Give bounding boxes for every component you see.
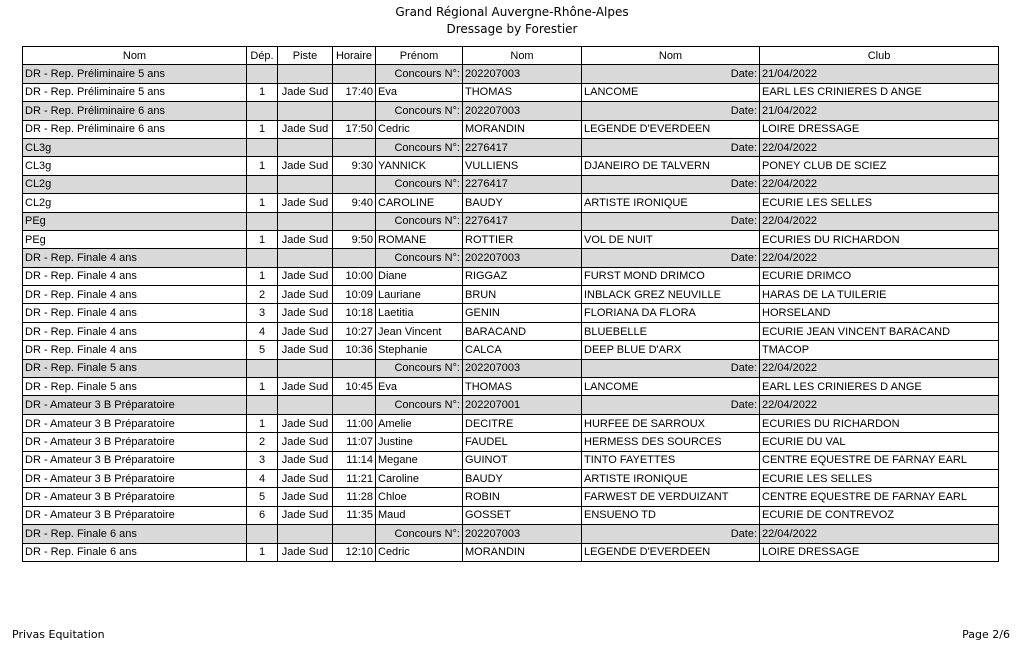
rider-lastname: BRUN — [463, 286, 582, 304]
rider-firstname: Eva — [376, 83, 463, 101]
rider-lastname: MORANDIN — [463, 543, 582, 561]
dep-number: 5 — [247, 488, 278, 506]
date-value: 22/04/2022 — [760, 138, 999, 156]
concours-label: Concours N°: — [376, 359, 463, 377]
club-name: PONEY CLUB DE SCIEZ — [760, 157, 999, 175]
rider-firstname: Lauriane — [376, 286, 463, 304]
piste: Jade Sud — [278, 267, 333, 285]
dep-number: 1 — [247, 543, 278, 561]
dep-number: 6 — [247, 506, 278, 524]
dep-number: 1 — [247, 83, 278, 101]
date-label: Date: — [582, 102, 760, 120]
concours-label: Concours N°: — [376, 65, 463, 83]
table-row — [23, 230, 999, 248]
rider-firstname: Chloe — [376, 488, 463, 506]
piste: Jade Sud — [278, 488, 333, 506]
empty-cell — [247, 175, 278, 193]
epreuve-name: DR - Rep. Finale 5 ans — [23, 378, 247, 396]
group-header-row — [23, 102, 999, 120]
piste: Jade Sud — [278, 194, 333, 212]
date-value: 22/04/2022 — [760, 396, 999, 414]
group-header-row — [23, 212, 999, 230]
horaire: 10:36 — [333, 341, 376, 359]
horse-name: LANCOME — [582, 83, 760, 101]
date-label: Date: — [582, 396, 760, 414]
rider-lastname: THOMAS — [463, 378, 582, 396]
empty-cell — [333, 525, 376, 543]
date-label: Date: — [582, 249, 760, 267]
empty-cell — [278, 359, 333, 377]
dep-number: 3 — [247, 304, 278, 322]
piste: Jade Sud — [278, 506, 333, 524]
horaire: 9:30 — [333, 157, 376, 175]
horaire: 11:00 — [333, 414, 376, 432]
epreuve-name: DR - Rep. Finale 6 ans — [23, 525, 247, 543]
table-row — [23, 433, 999, 451]
piste: Jade Sud — [278, 433, 333, 451]
date-label: Date: — [582, 525, 760, 543]
col-header-epreuve: Nom — [23, 47, 247, 65]
club-name: ECURIE JEAN VINCENT BARACAND — [760, 322, 999, 340]
club-name: ECURIES DU RICHARDON — [760, 230, 999, 248]
date-value: 22/04/2022 — [760, 249, 999, 267]
rider-lastname: FAUDEL — [463, 433, 582, 451]
epreuve-name: DR - Amateur 3 B Préparatoire — [23, 414, 247, 432]
piste: Jade Sud — [278, 230, 333, 248]
club-name: ECURIE LES SELLES — [760, 194, 999, 212]
dep-number: 5 — [247, 341, 278, 359]
piste: Jade Sud — [278, 286, 333, 304]
date-value: 21/04/2022 — [760, 65, 999, 83]
piste: Jade Sud — [278, 120, 333, 138]
rider-lastname: THOMAS — [463, 83, 582, 101]
epreuve-name: DR - Amateur 3 B Préparatoire — [23, 396, 247, 414]
group-header-row — [23, 249, 999, 267]
group-header-row — [23, 65, 999, 83]
rider-firstname: Jean Vincent — [376, 322, 463, 340]
epreuve-name: DR - Rep. Finale 4 ans — [23, 286, 247, 304]
empty-cell — [333, 249, 376, 267]
horaire: 17:50 — [333, 120, 376, 138]
dep-number: 2 — [247, 286, 278, 304]
empty-cell — [278, 396, 333, 414]
empty-cell — [247, 65, 278, 83]
document-title: Grand Régional Auvergne-Rhône-Alpes — [395, 5, 629, 19]
horse-name: FURST MOND DRIMCO — [582, 267, 760, 285]
col-header-dep: Dép. — [247, 47, 278, 65]
rider-lastname: MORANDIN — [463, 120, 582, 138]
concours-number: 202207003 — [463, 249, 582, 267]
horse-name: ARTISTE IRONIQUE — [582, 194, 760, 212]
rider-lastname: BAUDY — [463, 194, 582, 212]
epreuve-name: DR - Amateur 3 B Préparatoire — [23, 469, 247, 487]
club-name: ECURIE DU VAL — [760, 433, 999, 451]
col-header-nom-cheval: Nom — [582, 47, 760, 65]
horse-name: LEGENDE D'EVERDEEN — [582, 543, 760, 561]
epreuve-name: DR - Rep. Finale 5 ans — [23, 359, 247, 377]
epreuve-name: DR - Amateur 3 B Préparatoire — [23, 488, 247, 506]
rider-lastname: CALCA — [463, 341, 582, 359]
horse-name: HURFEE DE SARROUX — [582, 414, 760, 432]
concours-label: Concours N°: — [376, 212, 463, 230]
empty-cell — [333, 175, 376, 193]
epreuve-name: DR - Amateur 3 B Préparatoire — [23, 451, 247, 469]
horse-name: LANCOME — [582, 378, 760, 396]
concours-number: 202207003 — [463, 525, 582, 543]
table-row — [23, 120, 999, 138]
dep-number: 1 — [247, 194, 278, 212]
rider-firstname: CAROLINE — [376, 194, 463, 212]
club-name: ECURIE LES SELLES — [760, 469, 999, 487]
table-row — [23, 414, 999, 432]
horse-name: INBLACK GREZ NEUVILLE — [582, 286, 760, 304]
club-name: ECURIES DU RICHARDON — [760, 414, 999, 432]
piste: Jade Sud — [278, 414, 333, 432]
table-row — [23, 304, 999, 322]
concours-number: 202207001 — [463, 396, 582, 414]
empty-cell — [278, 525, 333, 543]
col-header-horaire: Horaire — [333, 47, 376, 65]
empty-cell — [278, 102, 333, 120]
rider-lastname: ROTTIER — [463, 230, 582, 248]
empty-cell — [247, 359, 278, 377]
concours-number: 202207003 — [463, 65, 582, 83]
empty-cell — [278, 65, 333, 83]
concours-number: 202207003 — [463, 102, 582, 120]
horse-name: DEEP BLUE D'ARX — [582, 341, 760, 359]
table-row — [23, 543, 999, 561]
dep-number: 1 — [247, 267, 278, 285]
table-row — [23, 469, 999, 487]
horaire: 10:45 — [333, 378, 376, 396]
epreuve-name: CL2g — [23, 175, 247, 193]
piste: Jade Sud — [278, 469, 333, 487]
club-name: EARL LES CRINIERES D ANGE — [760, 83, 999, 101]
rider-firstname: ROMANE — [376, 230, 463, 248]
empty-cell — [278, 138, 333, 156]
table-row — [23, 506, 999, 524]
horaire: 11:07 — [333, 433, 376, 451]
rider-lastname: DECITRE — [463, 414, 582, 432]
concours-label: Concours N°: — [376, 396, 463, 414]
horaire: 10:00 — [333, 267, 376, 285]
concours-label: Concours N°: — [376, 249, 463, 267]
club-name: EARL LES CRINIERES D ANGE — [760, 378, 999, 396]
horse-name: VOL DE NUIT — [582, 230, 760, 248]
concours-label: Concours N°: — [376, 102, 463, 120]
concours-label: Concours N°: — [376, 175, 463, 193]
empty-cell — [333, 396, 376, 414]
club-name: HORSELAND — [760, 304, 999, 322]
piste: Jade Sud — [278, 322, 333, 340]
dep-number: 1 — [247, 378, 278, 396]
club-name: LOIRE DRESSAGE — [760, 120, 999, 138]
piste: Jade Sud — [278, 378, 333, 396]
epreuve-name: CL3g — [23, 157, 247, 175]
group-header-row — [23, 138, 999, 156]
empty-cell — [278, 212, 333, 230]
club-name: CENTRE EQUESTRE DE FARNAY EARL — [760, 488, 999, 506]
horse-name: HERMESS DES SOURCES — [582, 433, 760, 451]
footer-organizer: Privas Equitation — [12, 628, 105, 641]
dep-number: 1 — [247, 120, 278, 138]
concours-number: 2276417 — [463, 212, 582, 230]
horaire: 11:21 — [333, 469, 376, 487]
horse-name: TINTO FAYETTES — [582, 451, 760, 469]
dep-number: 4 — [247, 322, 278, 340]
epreuve-name: PEg — [23, 212, 247, 230]
rider-firstname: Amelie — [376, 414, 463, 432]
empty-cell — [333, 102, 376, 120]
table-body — [23, 65, 999, 562]
concours-number: 2276417 — [463, 175, 582, 193]
table-row — [23, 286, 999, 304]
horaire: 10:18 — [333, 304, 376, 322]
rider-firstname: Laetitia — [376, 304, 463, 322]
rider-firstname: YANNICK — [376, 157, 463, 175]
date-label: Date: — [582, 359, 760, 377]
date-label: Date: — [582, 212, 760, 230]
epreuve-name: DR - Amateur 3 B Préparatoire — [23, 506, 247, 524]
epreuve-name: DR - Rep. Préliminaire 6 ans — [23, 120, 247, 138]
piste: Jade Sud — [278, 543, 333, 561]
table-row — [23, 378, 999, 396]
horaire: 11:28 — [333, 488, 376, 506]
epreuve-name: DR - Rep. Finale 4 ans — [23, 304, 247, 322]
start-list-table — [22, 46, 999, 562]
empty-cell — [333, 138, 376, 156]
empty-cell — [247, 249, 278, 267]
horaire: 9:50 — [333, 230, 376, 248]
rider-firstname: Justine — [376, 433, 463, 451]
piste: Jade Sud — [278, 83, 333, 101]
table-row — [23, 194, 999, 212]
club-name: CENTRE EQUESTRE DE FARNAY EARL — [760, 451, 999, 469]
rider-firstname: Caroline — [376, 469, 463, 487]
table-row — [23, 83, 999, 101]
date-label: Date: — [582, 138, 760, 156]
horaire: 12:10 — [333, 543, 376, 561]
empty-cell — [333, 212, 376, 230]
horse-name: FARWEST DE VERDUIZANT — [582, 488, 760, 506]
dep-number: 2 — [247, 433, 278, 451]
dep-number: 4 — [247, 469, 278, 487]
concours-number: 2276417 — [463, 138, 582, 156]
rider-firstname: Diane — [376, 267, 463, 285]
epreuve-name: PEg — [23, 230, 247, 248]
table-row — [23, 488, 999, 506]
epreuve-name: DR - Rep. Préliminaire 5 ans — [23, 83, 247, 101]
epreuve-name: DR - Amateur 3 B Préparatoire — [23, 433, 247, 451]
col-header-prenom: Prénom — [376, 47, 463, 65]
group-header-row — [23, 359, 999, 377]
table-row — [23, 267, 999, 285]
rider-lastname: BARACAND — [463, 322, 582, 340]
rider-lastname: ROBIN — [463, 488, 582, 506]
concours-number: 202207003 — [463, 359, 582, 377]
empty-cell — [247, 212, 278, 230]
epreuve-name: CL2g — [23, 194, 247, 212]
col-header-nom-cavalier: Nom — [463, 47, 582, 65]
rider-lastname: GUINOT — [463, 451, 582, 469]
horse-name: BLUEBELLE — [582, 322, 760, 340]
club-name: LOIRE DRESSAGE — [760, 543, 999, 561]
dep-number: 3 — [247, 451, 278, 469]
rider-firstname: Maud — [376, 506, 463, 524]
epreuve-name: DR - Rep. Finale 4 ans — [23, 249, 247, 267]
horaire: 10:09 — [333, 286, 376, 304]
date-value: 22/04/2022 — [760, 525, 999, 543]
page-number: Page 2/6 — [962, 628, 1010, 641]
col-header-piste: Piste — [278, 47, 333, 65]
epreuve-name: DR - Rep. Finale 4 ans — [23, 341, 247, 359]
rider-firstname: Stephanie — [376, 341, 463, 359]
concours-label: Concours N°: — [376, 138, 463, 156]
empty-cell — [247, 525, 278, 543]
horse-name: LEGENDE D'EVERDEEN — [582, 120, 760, 138]
dep-number: 1 — [247, 157, 278, 175]
horaire: 11:35 — [333, 506, 376, 524]
horse-name: ENSUENO TD — [582, 506, 760, 524]
horse-name: DJANEIRO DE TALVERN — [582, 157, 760, 175]
empty-cell — [278, 175, 333, 193]
date-value: 22/04/2022 — [760, 175, 999, 193]
epreuve-name: DR - Rep. Finale 6 ans — [23, 543, 247, 561]
empty-cell — [247, 102, 278, 120]
group-header-row — [23, 396, 999, 414]
horse-name: FLORIANA DA FLORA — [582, 304, 760, 322]
piste: Jade Sud — [278, 304, 333, 322]
col-header-club: Club — [760, 47, 999, 65]
rider-firstname: Megane — [376, 451, 463, 469]
epreuve-name: DR - Rep. Préliminaire 6 ans — [23, 102, 247, 120]
dep-number: 1 — [247, 230, 278, 248]
concours-label: Concours N°: — [376, 525, 463, 543]
rider-firstname: Eva — [376, 378, 463, 396]
club-name: HARAS DE LA TUILERIE — [760, 286, 999, 304]
empty-cell — [333, 359, 376, 377]
epreuve-name: CL3g — [23, 138, 247, 156]
rider-firstname: Cedric — [376, 120, 463, 138]
epreuve-name: DR - Rep. Finale 4 ans — [23, 322, 247, 340]
empty-cell — [333, 65, 376, 83]
date-label: Date: — [582, 65, 760, 83]
club-name: ECURIE DE CONTREVOZ — [760, 506, 999, 524]
epreuve-name: DR - Rep. Finale 4 ans — [23, 267, 247, 285]
table-row — [23, 341, 999, 359]
piste: Jade Sud — [278, 157, 333, 175]
horse-name: ARTISTE IRONIQUE — [582, 469, 760, 487]
date-value: 22/04/2022 — [760, 212, 999, 230]
horaire: 11:14 — [333, 451, 376, 469]
table-row — [23, 451, 999, 469]
empty-cell — [247, 138, 278, 156]
table-row — [23, 322, 999, 340]
empty-cell — [278, 249, 333, 267]
piste: Jade Sud — [278, 451, 333, 469]
date-value: 21/04/2022 — [760, 102, 999, 120]
horaire: 10:27 — [333, 322, 376, 340]
header-row — [23, 47, 999, 65]
club-name: TMACOP — [760, 341, 999, 359]
epreuve-name: DR - Rep. Préliminaire 5 ans — [23, 65, 247, 83]
empty-cell — [247, 396, 278, 414]
rider-firstname: Cedric — [376, 543, 463, 561]
rider-lastname: BAUDY — [463, 469, 582, 487]
rider-lastname: RIGGAZ — [463, 267, 582, 285]
dep-number: 1 — [247, 414, 278, 432]
group-header-row — [23, 175, 999, 193]
table-row — [23, 157, 999, 175]
horaire: 9:40 — [333, 194, 376, 212]
date-value: 22/04/2022 — [760, 359, 999, 377]
rider-lastname: GENIN — [463, 304, 582, 322]
piste: Jade Sud — [278, 341, 333, 359]
group-header-row — [23, 525, 999, 543]
rider-lastname: VULLIENS — [463, 157, 582, 175]
horaire: 17:40 — [333, 83, 376, 101]
club-name: ECURIE DRIMCO — [760, 267, 999, 285]
rider-lastname: GOSSET — [463, 506, 582, 524]
date-label: Date: — [582, 175, 760, 193]
document-subtitle: Dressage by Forestier — [446, 22, 578, 36]
